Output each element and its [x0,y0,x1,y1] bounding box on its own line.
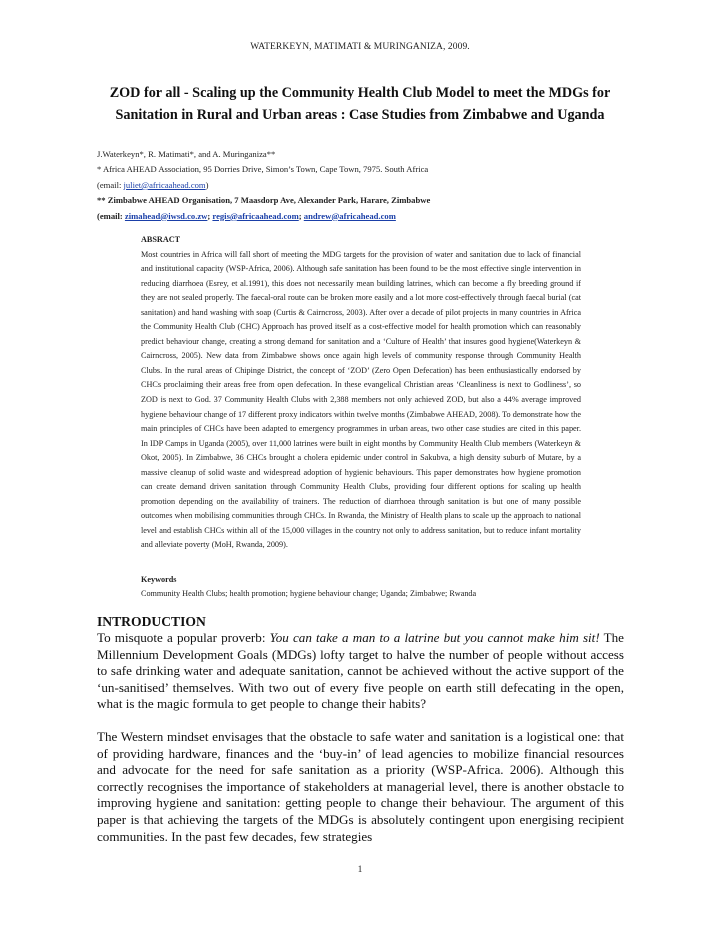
title-line-1: ZOD for all - Scaling up the Community Health Club Model to meet the MDGs for [109,85,611,101]
affiliation-2: ** Zimbabwe AHEAD Organisation, 7 Maasdorp Ave, Alexander Park, Harare, Zimbabwe [97,195,431,206]
paper-title [60,82,660,126]
email-line-2 [97,209,567,224]
title-line-2: Sanitation in Rural and Urban areas : Case Studies from Zimbabwe and Uganda [115,107,605,123]
email-link-juliet[interactable]: juliet@africaahead.com [123,179,206,190]
page-number: 1 [357,865,363,875]
keywords-section [141,573,581,601]
abstract-text: Most countries in Africa will fall short of meeting the MDG targets for the provision of water and sanitation due to lack of financial and institutional capacity (WSP-Africa, 2006). Although safe sanitation has been found to be the most effective single intervention in reducing diarrhoea (Esrey, et al.1991), this does not necessarily mean building latrines, which can become a fly breeding ground if they are not sealed properly. The faecal-oral route can be broken more easily and a lot more cost-effectively through faecal burial (cat sanitation) and hand washing with soap (Curtis & Cairncross, 2003). After over a decade of pilot projects in many countries in Africa the Community Health Club (CHC) Approach has proved itself as a cost-effective model for health promotion which can reasonably predict behaviour change, creating a strong demand for sanitation and a ‘Culture of Health’ that insures good hygiene(Waterkeyn & Cairncross, 2005). New data from Zimbabwe shows once again high levels of community response through Community Health Clubs. In the rural areas of Chipinge District, the concept of ‘ZOD’ (Zero Open Defecation) has been enthusiastically endorsed by CHCs proclaiming their areas free from open defecation. In these evangelical Christian areas ‘Cleanliness is next to Godliness’, so ZOD is next to God. 37 Community Health Clubs with 2,388 members not only achieved ZOD, but also a 44% average improved hygiene behaviour change of 17 different proxy indicators within twelve months (Zimbabwe AHEAD, 2008). To demonstrate how the main principles of CHCs have been adapted to emergency programmes in urban areas, two other case studies are cited in this paper. In IDP Camps in Uganda (2005), over 11,000 latrines were built in eight months by Community Health Club members (Waterkeyn & Okot, 2005). In Zimbabwe, 36 CHCs brought a cholera epidemic under control in Sakubva, a high density suburb of Mutare, by a massive cleanup of solid waste and widespread adoption of hygienic behaviours. This paper demonstrates how hygiene promotion can create demand driven sanitation through Community Health Clubs, providing four different options for scaling up health promotion depending on the availability of trainers. The reduction of diarrhoea through sanitation is but one of many possible outcomes when mobilising communities through CHCs. In Rwanda, the Ministry of Health plans to scale up the approach to national level and establish CHCs within all of the 15,000 villages in the country not only to address sanitation, but to reduce infant mortality and alleviate poverty (MoH, Rwanda, 2009). [141,249,581,550]
email-prefix: (email: [97,179,124,190]
author-block [97,147,567,224]
introduction-paragraph-2: The Western mindset envisages that the obstacle to safe water and sanitation is a logistical one: that of providing hardware, finances and the ‘buy-in’ of lead agencies to mobilize financial resources and advocate for the need for safe sanitation as a priority (WSP-Africa. 2006). Although this correctly recognises the importance of stakeholders at managerial level, there is another obstacle to improving hygiene and sanitation: getting people to change their behaviour. The argument of this paper is that achieving the targets of the MDGs is absolutely contingent upon energising recipient communities. In the past few decades, few strategies [97,728,624,844]
abstract-section [141,233,581,553]
intro-rest: The Millennium Development Goals (MDGs) lofty target to halve the number of people without access to safe drinking water and adequate sanitation, cannot be achieved without the active support of the ‘un-sanitised’ themselves. With two out of every five people on earth still defecating in the open, what is the magic formula to get people to change their habits? [97,630,624,712]
intro-proverb: You can take a man to a latrine but you cannot make him sit! [269,630,600,645]
email-link-andrew[interactable]: andrew@africahead.com [303,210,396,221]
running-head: WATERKEYN, MATIMATI & MURINGANIZA, 2009. [250,42,470,52]
email-separator: ; [298,210,304,221]
introduction-paragraph-1 [97,630,624,713]
email-prefix: (email: [97,210,125,221]
keywords-heading: Keywords [141,575,177,584]
email-suffix: ) [205,179,209,190]
introduction-heading: INTRODUCTION [97,614,206,629]
email-line-1 [97,178,567,193]
email-link-regis[interactable]: regis@africaahead.com [212,210,299,221]
email-link-zimahead[interactable]: zimahead@iwsd.co.zw [124,210,208,221]
abstract-heading: ABSRACT [141,235,181,244]
intro-lead: To misquote a popular proverb: [97,630,270,645]
affiliation-1: * Africa AHEAD Association, 95 Dorries Drive, Simon’s Town, Cape Town, 7975. South Africa [97,164,429,175]
email-separator: ; [207,210,213,221]
keywords-text: Community Health Clubs; health promotion; hygiene behaviour change; Uganda; Zimbabwe; Rwanda [141,589,477,598]
introduction-section [97,614,624,845]
author-names: J.Waterkeyn*, R. Matimati*, and A. Muringaniza** [97,149,276,159]
